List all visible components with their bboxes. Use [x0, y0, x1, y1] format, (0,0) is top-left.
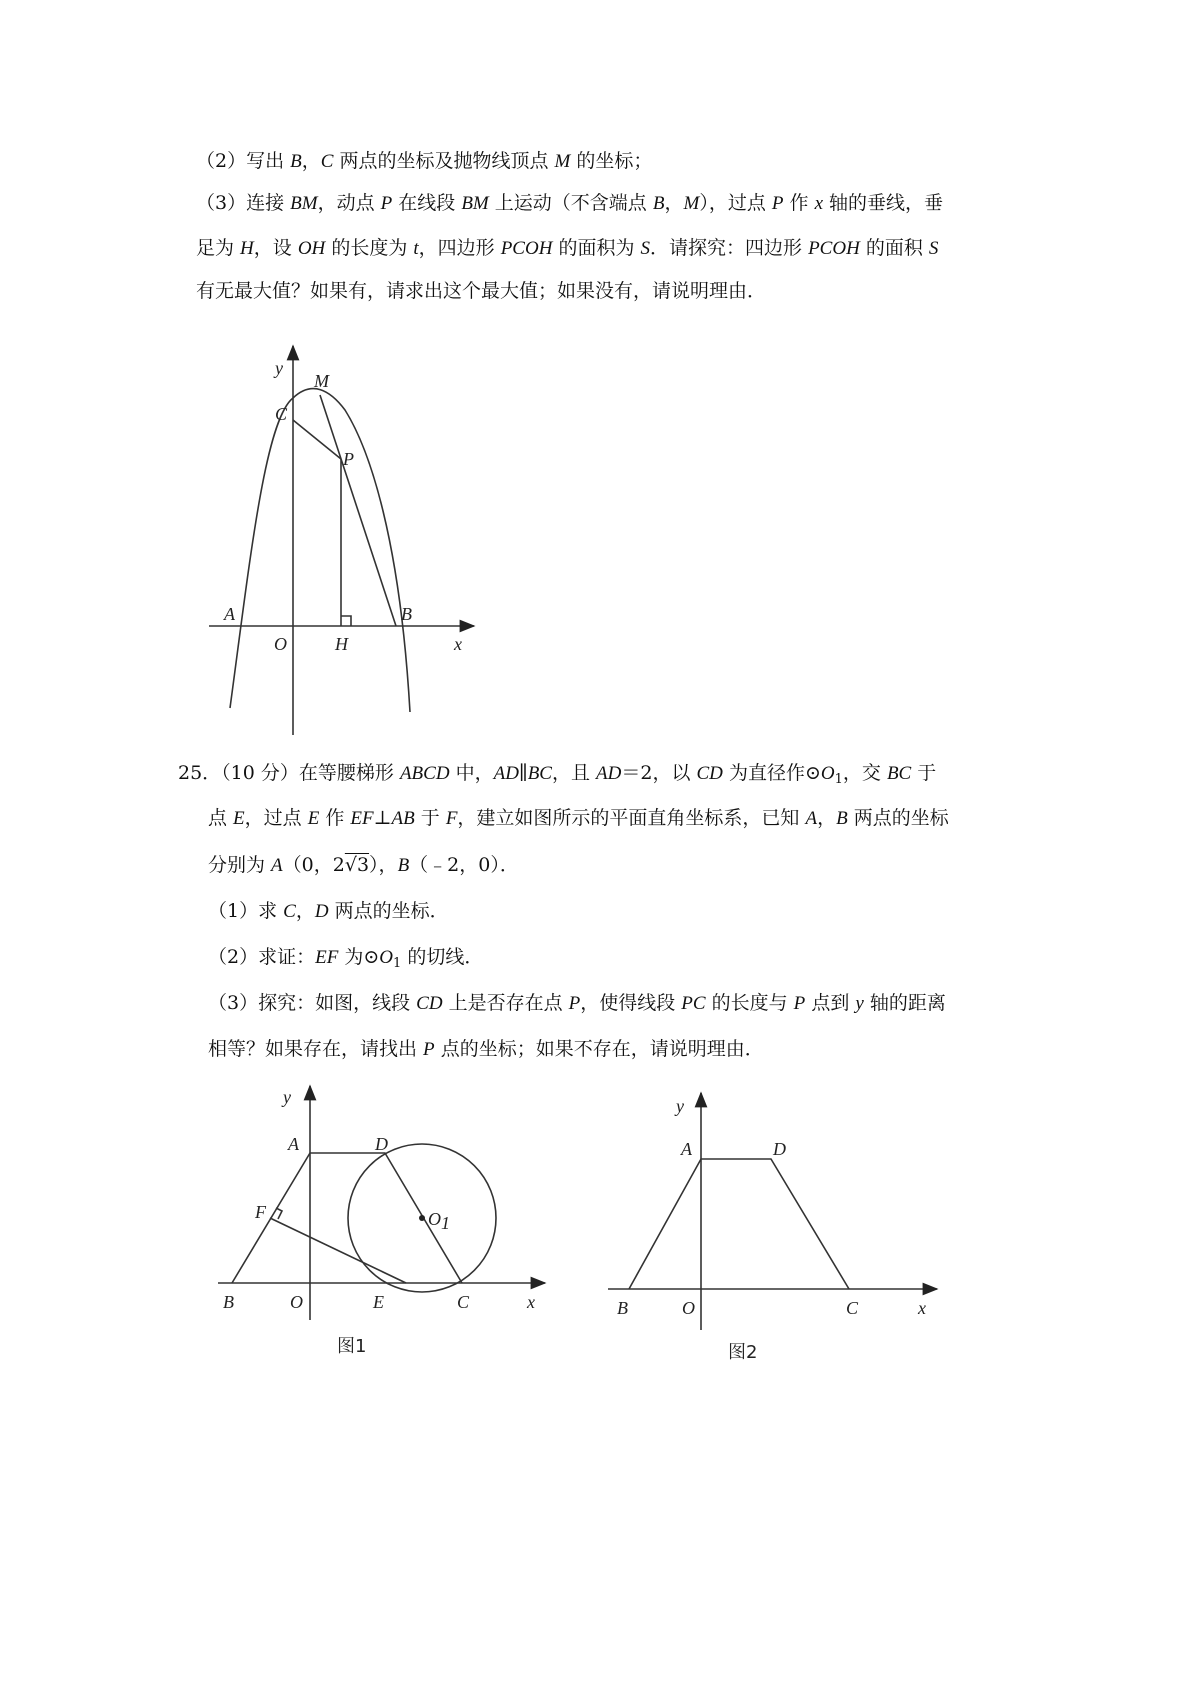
center-dot: [419, 1215, 425, 1221]
segment-CP: [293, 420, 341, 459]
fig2-label-x: x: [918, 1298, 926, 1318]
fig1-label-O: O: [290, 1292, 303, 1312]
q25-sub3-line1: （3）探究：如图，线段 CD 上是否存在点 P，使得线段 PC 的长度与 P 点到 y 轴的距离: [208, 992, 946, 1014]
q24-part2: （2）写出 B，C 两点的坐标及抛物线顶点 M 的坐标；: [196, 150, 653, 172]
label-O: O: [274, 634, 287, 654]
figure-2: [608, 1093, 937, 1330]
fig1-label-F: F: [255, 1202, 266, 1222]
label-M: M: [314, 371, 329, 391]
parabola: [230, 389, 410, 712]
fig1-label-y: y: [283, 1087, 291, 1107]
q24-part3-line2: 足为 H，设 OH 的长度为 t，四边形 PCOH 的面积为 S．请探究：四边形 PCOH 的面积 S: [196, 237, 939, 259]
label-H: H: [335, 634, 348, 654]
q25-sub1: （1）求 C，D 两点的坐标．: [208, 900, 449, 922]
q25-line2: 点 E，过点 E 作 EF⊥AB 于 F，建立如图所示的平面直角坐标系，已知 A，B 两点的坐标: [208, 807, 949, 829]
label-x: x: [454, 634, 462, 654]
figure-1: [218, 1086, 545, 1320]
fig2-caption: 图2: [728, 1342, 758, 1363]
label-C: C: [275, 404, 288, 424]
fig1-label-E: E: [373, 1292, 384, 1312]
fig2-label-C: C: [846, 1298, 859, 1318]
q24-part3-line1: （3）连接 BM，动点 P 在线段 BM 上运动（不含端点 B，M），过点 P 作 x 轴的垂线，垂: [196, 192, 944, 214]
label-A: A: [224, 604, 235, 624]
q25-line3: 分别为 A（0，2√3），B（﹣2，0）．: [208, 854, 519, 876]
fig1-label-C: C: [457, 1292, 470, 1312]
label-y: y: [275, 358, 283, 378]
fig2-label-y: y: [676, 1096, 684, 1116]
q25-sub2: （2）求证：EF 为$⊙O_1$ 的切线．: [208, 946, 484, 971]
q25-sub3-line2: 相等？如果存在，请找出 P 点的坐标；如果不存在，请说明理由．: [208, 1038, 764, 1060]
segment-MB: [320, 395, 396, 626]
q25-line1: 25．（10 分）在等腰梯形 ABCD 中，AD∥BC，且 AD＝2，以 CD 为直径作$⊙O_1$，交 BC 于: [178, 762, 937, 787]
fig1-label-O1: O1: [428, 1209, 450, 1233]
fig1-caption: 图1: [337, 1336, 367, 1357]
fig1-label-x: x: [527, 1292, 535, 1312]
fig1-label-D: D: [375, 1134, 388, 1154]
fig1-label-B: B: [223, 1292, 234, 1312]
label-B: B: [401, 604, 412, 624]
label-P: P: [343, 449, 354, 469]
fig2-label-B: B: [617, 1298, 628, 1318]
fig2-label-O: O: [682, 1298, 695, 1318]
fig2-label-A: A: [681, 1139, 692, 1159]
fig2-label-D: D: [773, 1139, 786, 1159]
q24-part3-line3: 有无最大值？如果有，请求出这个最大值；如果没有，请说明理由．: [196, 280, 767, 302]
fig1-label-A: A: [288, 1134, 299, 1154]
right-angle-mark: [341, 616, 351, 626]
